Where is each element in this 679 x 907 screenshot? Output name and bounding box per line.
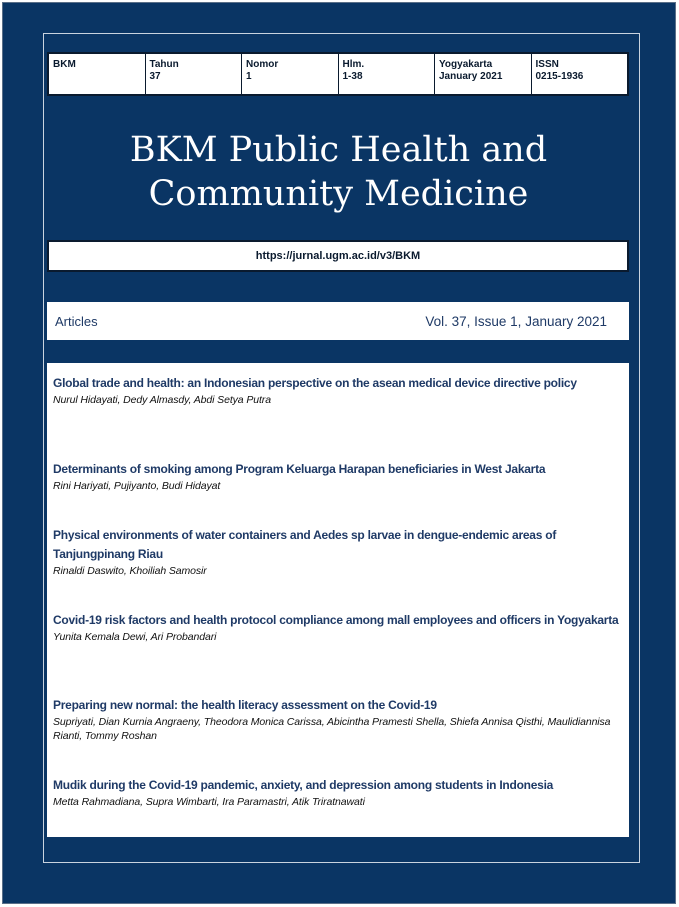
article-authors: Metta Rahmadiana, Supra Wimbarti, Ira Paramastri, Atik Triratnawati [53, 796, 365, 808]
article-title[interactable]: Covid-19 risk factors and health protocol compliance among mall employees and officers in Yogyakarta [53, 613, 619, 627]
info-label: BKM [53, 59, 76, 70]
info-value: 1 [246, 71, 252, 82]
journal-title-line2: Community Medicine [148, 174, 529, 214]
article-item[interactable] [53, 374, 621, 407]
info-cell-pages [339, 54, 436, 94]
article-authors: Yunita Kemala Dewi, Ari Probandari [53, 631, 217, 643]
journal-url-text[interactable]: https://jurnal.ugm.ac.id/v3/BKM [255, 250, 421, 262]
article-title[interactable]: Preparing new normal: the health literacy assessment on the Covid-19 [53, 698, 437, 712]
journal-title-line1: BKM Public Health and [129, 130, 548, 170]
info-cell-number [242, 54, 339, 94]
article-item[interactable] [53, 776, 621, 809]
article-authors: Supriyati, Dian Kurnia Angraeny, Theodora Monica Carissa, Abicintha Pramesti Shella, Shiefa Annisa Qisthi, Maulidiannisa Rianti, Tommy Roshan [53, 716, 611, 742]
article-title[interactable]: Global trade and health: an Indonesian perspective on the asean medical device directive policy [53, 376, 577, 390]
info-label: Tahun [149, 59, 179, 70]
journal-url[interactable] [47, 240, 629, 272]
articles-list [47, 363, 629, 837]
article-title[interactable]: Determinants of smoking among Program Keluarga Harapan beneficiaries in West Jakarta [53, 462, 546, 476]
article-item[interactable] [53, 611, 621, 644]
info-label: Yogyakarta [439, 59, 493, 70]
article-item[interactable] [53, 696, 621, 743]
article-title[interactable]: Mudik during the Covid-19 pandemic, anxiety, and depression among students in Indonesia [53, 778, 554, 792]
info-cell-year [146, 54, 243, 94]
info-value: 0215-1936 [535, 71, 584, 82]
info-value: 1-38 [342, 71, 363, 82]
info-value: January 2021 [439, 71, 503, 82]
article-authors: Rinaldi Daswito, Khoiliah Samosir [53, 565, 207, 577]
article-title[interactable]: Physical environments of water containers and Aedes sp larvae in dengue-endemic areas of Tanjungpinang Riau [53, 528, 557, 561]
info-cell-journal [49, 54, 146, 94]
info-label: ISSN [535, 59, 559, 70]
info-cell-place-date [435, 54, 532, 94]
info-cell-issn [532, 54, 628, 94]
info-label: Nomor [246, 59, 279, 70]
journal-title [40, 128, 637, 216]
info-value: 37 [149, 71, 161, 82]
article-authors: Rini Hariyati, Pujiyanto, Budi Hidayat [53, 480, 221, 492]
section-header [47, 302, 629, 340]
journal-info-table [47, 52, 629, 96]
article-item[interactable] [53, 460, 621, 493]
article-item[interactable] [53, 526, 621, 578]
article-authors: Nurul Hidayati, Dedy Almasdy, Abdi Setya Putra [53, 394, 271, 406]
volume-info: Vol. 37, Issue 1, January 2021 [425, 313, 607, 329]
info-label: Hlm. [342, 59, 365, 70]
section-label: Articles [55, 313, 98, 329]
